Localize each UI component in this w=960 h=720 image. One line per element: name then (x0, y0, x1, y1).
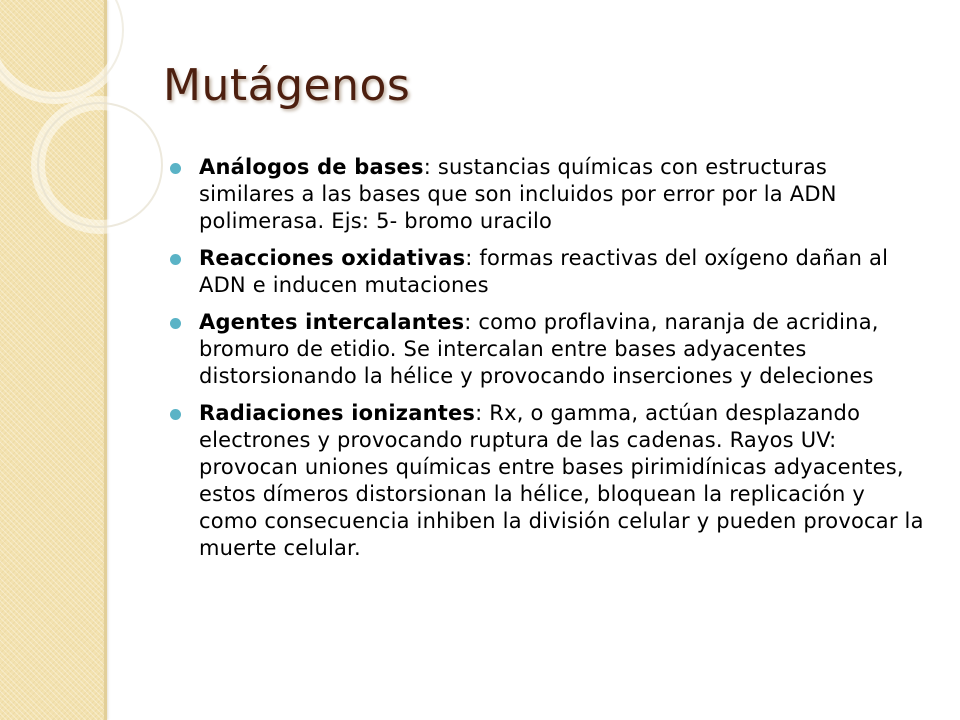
slide-content (162, 154, 924, 572)
bullet-term: Agentes intercalantes (199, 310, 465, 334)
bullet-dot-icon (170, 409, 181, 420)
bullet-text: : sustancias químicas con estructuras similares a las bases que son incluidos por error por la ADN polimerasa. Ejs: 5- bromo uracilo (199, 155, 837, 233)
sidebar-edge (104, 0, 107, 720)
bullet-dot-icon (170, 254, 181, 265)
bullet-text: : formas reactivas del oxígeno dañan al ADN e inducen mutaciones (199, 246, 889, 297)
bullet-item-reacciones (162, 245, 924, 299)
bullet-dot-icon (170, 163, 181, 174)
bullet-term: Radiaciones ionizantes (199, 401, 476, 425)
bullet-item-analogos (162, 154, 924, 235)
decorative-sidebar (0, 0, 104, 720)
bullet-text: : Rx, o gamma, actúan desplazando electrones y provocando ruptura de las cadenas. Rayos UV: provocan uniones químicas entre bases pirimidínicas adyacentes, estos dímeros distorsionan la hélice, bloquean la replicación y como consecuencia inhiben la división celular y pueden provocar la muerte celular. (199, 401, 924, 560)
bullet-text: : como proflavina, naranja de acridina, bromuro de etidio. Se intercalan entre bases adyacentes distorsionando la hélice y provocando inserciones y deleciones (199, 310, 879, 388)
bullet-term: Análogos de bases (199, 155, 424, 179)
bullet-dot-icon (170, 318, 181, 329)
bullet-item-agentes (162, 309, 924, 390)
bullet-term: Reacciones oxidativas (199, 246, 466, 270)
slide-title: Mutágenos (163, 60, 411, 111)
bullet-item-radiaciones (162, 400, 924, 562)
bullet-list (162, 154, 924, 562)
